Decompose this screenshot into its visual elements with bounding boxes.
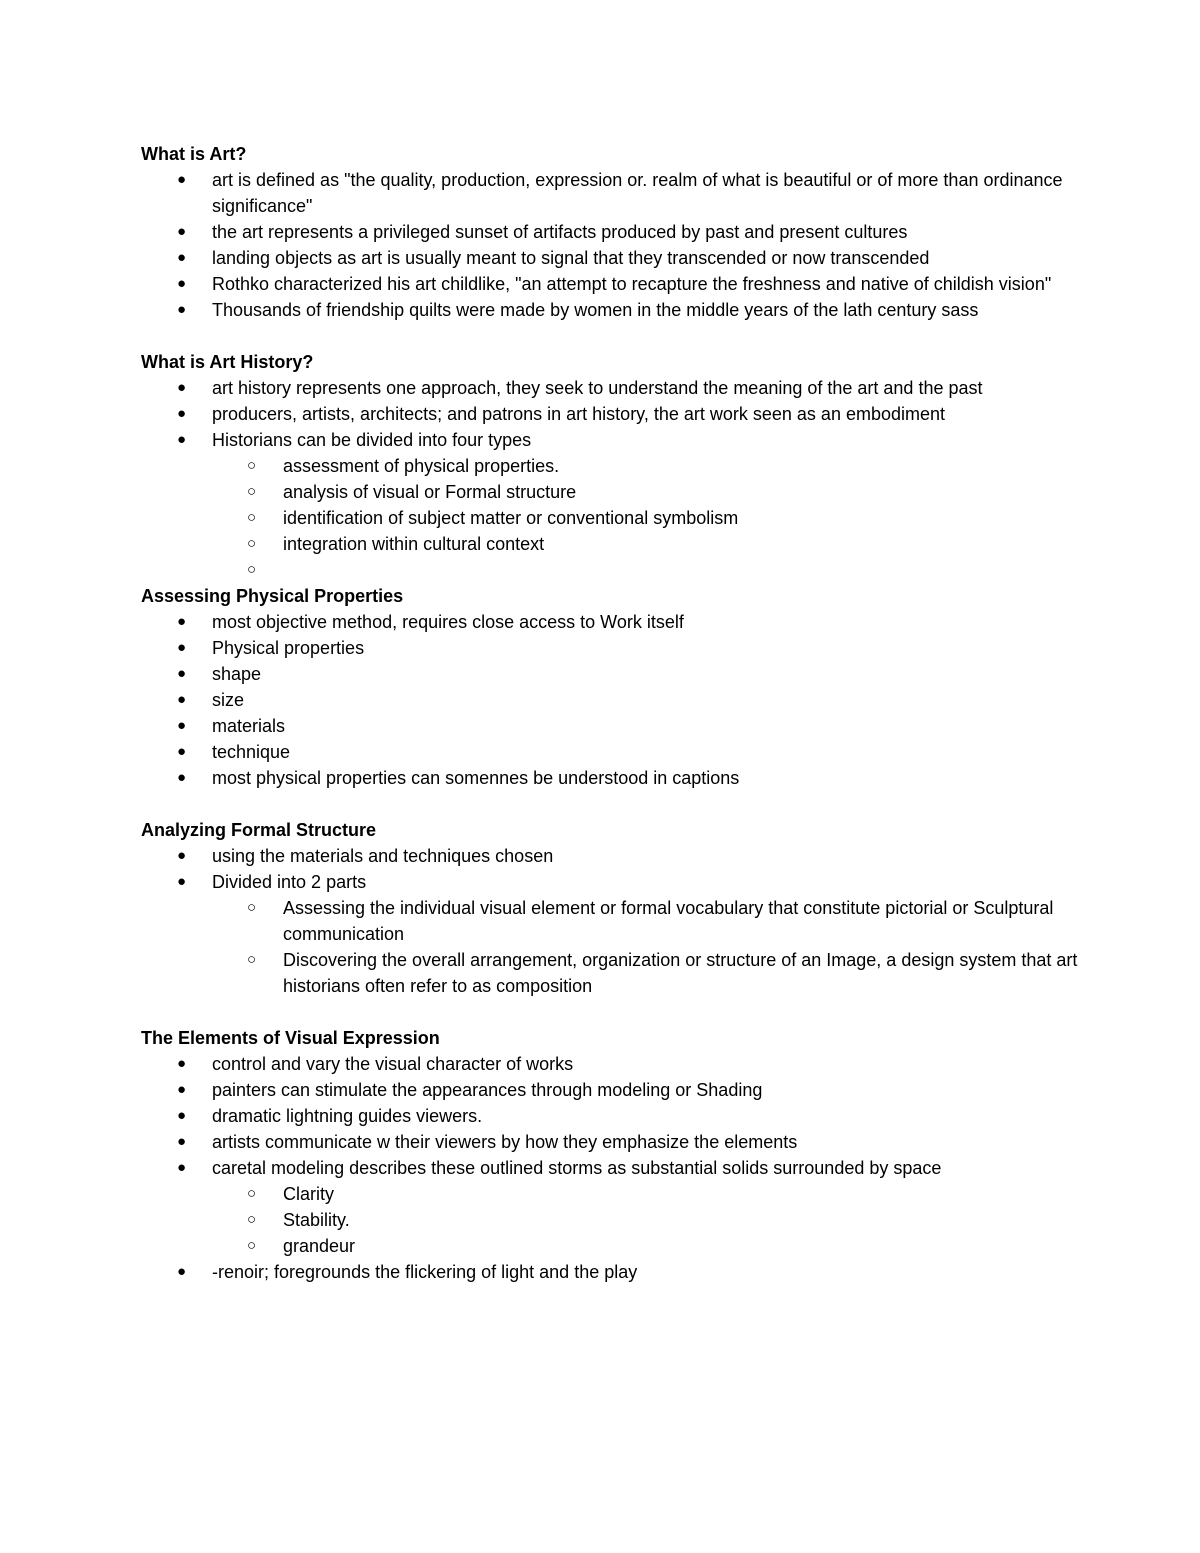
bullet-item bbox=[141, 1155, 1081, 1181]
filled-bullet-icon: ● bbox=[177, 275, 187, 292]
sub-bullet-item bbox=[141, 479, 1081, 505]
sub-bullet-item bbox=[141, 895, 1081, 947]
bullet-text: Discovering the overall arrangement, organization or structure of an Image, a design system that art historians often refer to as composition bbox=[283, 950, 1078, 996]
filled-bullet-icon: ● bbox=[177, 431, 187, 448]
section-heading: What is Art? bbox=[141, 144, 247, 164]
bullet-text: using the materials and techniques chosen bbox=[212, 846, 554, 866]
bullet-text: most physical properties can somennes be understood in captions bbox=[212, 768, 740, 788]
hollow-bullet-icon: ○ bbox=[247, 509, 257, 526]
filled-bullet-icon: ● bbox=[177, 171, 187, 188]
bullet-text: integration within cultural context bbox=[283, 534, 545, 554]
filled-bullet-icon: ● bbox=[177, 405, 187, 422]
section-heading: What is Art History? bbox=[141, 352, 314, 372]
bullet-text bbox=[283, 557, 1081, 583]
bullet-text: Divided into 2 parts bbox=[212, 872, 367, 892]
sub-bullet-item bbox=[141, 1207, 1081, 1233]
bullet-item bbox=[141, 401, 1081, 427]
bullet-item bbox=[141, 843, 1081, 869]
sub-bullet-item bbox=[141, 505, 1081, 531]
filled-bullet-icon: ● bbox=[177, 1159, 187, 1176]
bullet-text: technique bbox=[212, 742, 291, 762]
sub-bullet-item bbox=[141, 947, 1081, 999]
bullet-text: shape bbox=[212, 664, 262, 684]
bullet-item bbox=[141, 219, 1081, 245]
bullet-item bbox=[141, 609, 1081, 635]
bullet-item bbox=[141, 167, 1081, 219]
bullet-item bbox=[141, 713, 1081, 739]
bullet-item bbox=[141, 297, 1081, 323]
bullet-text: control and vary the visual character of works bbox=[212, 1054, 574, 1074]
bullet-text: assessment of physical properties. bbox=[283, 456, 560, 476]
sub-bullet-item bbox=[141, 557, 1081, 583]
hollow-bullet-icon: ○ bbox=[247, 1237, 257, 1254]
section bbox=[141, 141, 1081, 349]
section bbox=[141, 817, 1081, 1025]
section bbox=[141, 583, 1081, 817]
filled-bullet-icon: ● bbox=[177, 613, 187, 630]
sub-bullet-item bbox=[141, 453, 1081, 479]
bullet-text: -renoir; foregrounds the flickering of light and the play bbox=[212, 1262, 638, 1282]
filled-bullet-icon: ● bbox=[177, 301, 187, 318]
bullet-item bbox=[141, 427, 1081, 453]
sub-bullet-item bbox=[141, 531, 1081, 557]
bullet-text: producers, artists, architects; and patrons in art history, the art work seen as an embodiment bbox=[212, 404, 946, 424]
bullet-text: most objective method, requires close access to Work itself bbox=[212, 612, 684, 632]
bullet-text: Assessing the individual visual element or formal vocabulary that constitute pictorial or Sculptural communication bbox=[283, 898, 1054, 944]
blank-line bbox=[141, 999, 1081, 1025]
hollow-bullet-icon: ○ bbox=[247, 1185, 257, 1202]
sub-bullet-item bbox=[141, 1233, 1081, 1259]
bullet-text: Thousands of friendship quilts were made by women in the middle years of the lath century sass bbox=[212, 300, 979, 320]
sub-bullet-item bbox=[141, 1181, 1081, 1207]
bullet-item bbox=[141, 375, 1081, 401]
bullet-item bbox=[141, 635, 1081, 661]
hollow-bullet-icon: ○ bbox=[247, 899, 257, 916]
bullet-text: identification of subject matter or conventional symbolism bbox=[283, 508, 739, 528]
bullet-text: size bbox=[212, 690, 245, 710]
bullet-text: dramatic lightning guides viewers. bbox=[212, 1106, 483, 1126]
bullet-text: grandeur bbox=[283, 1236, 356, 1256]
filled-bullet-icon: ● bbox=[177, 769, 187, 786]
filled-bullet-icon: ● bbox=[177, 1263, 187, 1280]
bullet-text: the art represents a privileged sunset of artifacts produced by past and present cultures bbox=[212, 222, 908, 242]
section-heading: Analyzing Formal Structure bbox=[141, 820, 377, 840]
filled-bullet-icon: ● bbox=[177, 639, 187, 656]
section bbox=[141, 1025, 1081, 1285]
bullet-text: landing objects as art is usually meant to signal that they transcended or now transcended bbox=[212, 248, 930, 268]
bullet-item bbox=[141, 869, 1081, 895]
filled-bullet-icon: ● bbox=[177, 665, 187, 682]
bullet-item bbox=[141, 271, 1081, 297]
bullet-item bbox=[141, 739, 1081, 765]
bullet-text: Physical properties bbox=[212, 638, 365, 658]
filled-bullet-icon: ● bbox=[177, 873, 187, 890]
bullet-item bbox=[141, 1129, 1081, 1155]
bullet-item bbox=[141, 661, 1081, 687]
section bbox=[141, 349, 1081, 583]
filled-bullet-icon: ● bbox=[177, 223, 187, 240]
bullet-text: Rothko characterized his art childlike, "an attempt to recapture the freshness and native of childish vision" bbox=[212, 274, 1052, 294]
filled-bullet-icon: ● bbox=[177, 847, 187, 864]
blank-line bbox=[141, 323, 1081, 349]
bullet-text: Clarity bbox=[283, 1184, 335, 1204]
bullet-text: analysis of visual or Formal structure bbox=[283, 482, 577, 502]
filled-bullet-icon: ● bbox=[177, 379, 187, 396]
filled-bullet-icon: ● bbox=[177, 1133, 187, 1150]
bullet-item bbox=[141, 765, 1081, 791]
bullet-item bbox=[141, 245, 1081, 271]
bullet-text: artists communicate w their viewers by how they emphasize the elements bbox=[212, 1132, 798, 1152]
section-heading: Assessing Physical Properties bbox=[141, 586, 404, 606]
bullet-text: painters can stimulate the appearances through modeling or Shading bbox=[212, 1080, 763, 1100]
hollow-bullet-icon: ○ bbox=[247, 1211, 257, 1228]
hollow-bullet-icon: ○ bbox=[247, 483, 257, 500]
bullet-text: Historians can be divided into four types bbox=[212, 430, 532, 450]
filled-bullet-icon: ● bbox=[177, 1055, 187, 1072]
filled-bullet-icon: ● bbox=[177, 1107, 187, 1124]
hollow-bullet-icon: ○ bbox=[247, 561, 257, 578]
filled-bullet-icon: ● bbox=[177, 249, 187, 266]
hollow-bullet-icon: ○ bbox=[247, 951, 257, 968]
filled-bullet-icon: ● bbox=[177, 1081, 187, 1098]
bullet-item bbox=[141, 1077, 1081, 1103]
bullet-text: art is defined as "the quality, production, expression or. realm of what is beautiful or of more than ordinance significance" bbox=[212, 170, 1063, 216]
bullet-item bbox=[141, 1103, 1081, 1129]
section-heading: The Elements of Visual Expression bbox=[141, 1028, 440, 1048]
filled-bullet-icon: ● bbox=[177, 717, 187, 734]
bullet-text: Stability. bbox=[283, 1210, 350, 1230]
bullet-item bbox=[141, 1051, 1081, 1077]
hollow-bullet-icon: ○ bbox=[247, 535, 257, 552]
bullet-item bbox=[141, 1259, 1081, 1285]
bullet-text: art history represents one approach, they seek to understand the meaning of the art and the past bbox=[212, 378, 983, 398]
bullet-text: caretal modeling describes these outlined storms as substantial solids surrounded by space bbox=[212, 1158, 942, 1178]
document-body bbox=[141, 141, 1081, 1285]
bullet-text: materials bbox=[212, 716, 286, 736]
filled-bullet-icon: ● bbox=[177, 743, 187, 760]
hollow-bullet-icon: ○ bbox=[247, 457, 257, 474]
blank-line bbox=[141, 791, 1081, 817]
filled-bullet-icon: ● bbox=[177, 691, 187, 708]
bullet-item bbox=[141, 687, 1081, 713]
